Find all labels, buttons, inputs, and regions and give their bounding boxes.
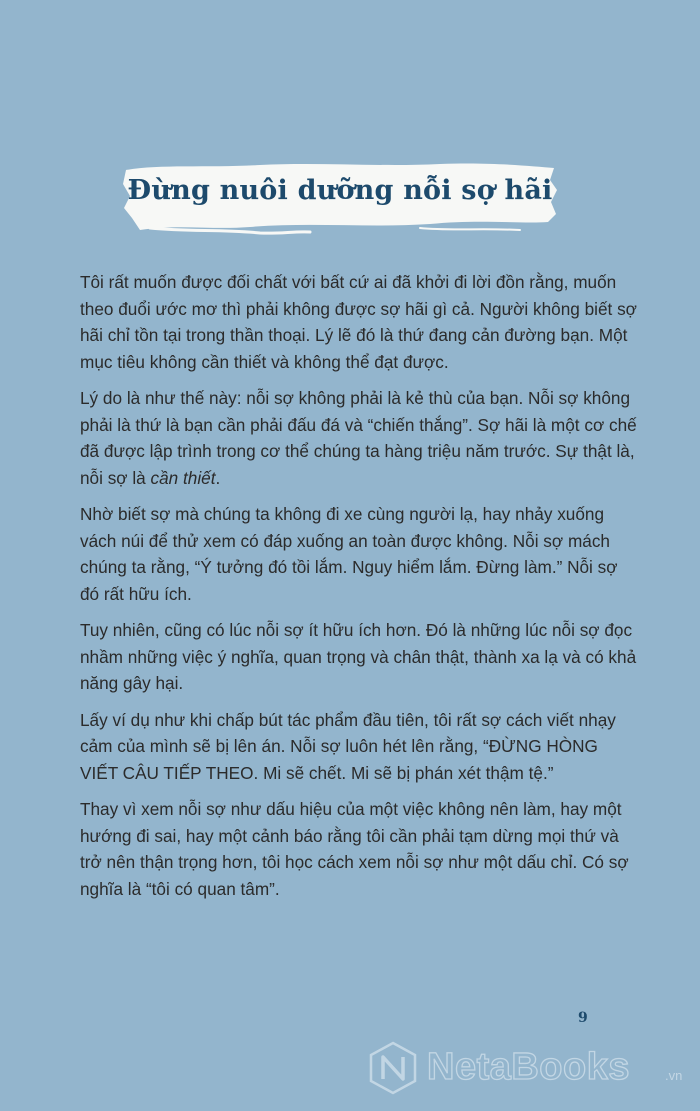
paragraph-4: Tuy nhiên, cũng có lúc nỗi sợ ít hữu ích hơn. Đó là những lúc nỗi sợ đọc nhầm những việc ý nghĩa, quan trọng và chân thật, thành xa lạ và có khả năng gây hại.: [80, 620, 637, 693]
paragraph-2-text: Lý do là như thế này: nỗi sợ không phải là kẻ thù của bạn. Nỗi sợ không phải là thứ là bạn cần phải đấu đá và “chiến thắng”. Sợ hãi là một cơ chế đã được lập trình trong cơ thể chúng ta hàng triệu năm trước. Sự thật là, nỗi sợ là: [80, 388, 637, 488]
watermark: [365, 1040, 695, 1100]
paragraph-2: [80, 385, 640, 491]
paragraph-5: Lấy ví dụ như khi chấp bút tác phẩm đầu tiên, tôi rất sợ cách viết nhạy cảm của mình sẽ bị lên án. Nỗi sợ luôn hét lên rằng, “ĐỪNG HÒNG VIẾT CÂU TIẾP THEO. Mi sẽ chết. Mi sẽ bị phán xét thậm tệ.”: [80, 709, 616, 783]
chapter-heading: Đừng nuôi dưỡng nỗi sợ hãi: [127, 175, 553, 206]
body-text: [80, 269, 640, 912]
hexagon-n-logo-icon: [365, 1040, 421, 1096]
title-banner: [120, 158, 560, 238]
paragraph-3: Nhờ biết sợ mà chúng ta không đi xe cùng người lạ, hay nhảy xuống vách núi để thử xem có đáp xuống an toàn được không. Nỗi sợ mách chúng ta rằng, “Ý tưởng đó tồi lắm. Nguy hiểm lắm. Đừng làm.” Nỗi sợ đó rất hữu ích.: [80, 504, 618, 604]
paragraph-2-emphasis: cần thiết: [150, 467, 216, 488]
paragraph-2-end: .: [215, 467, 221, 488]
paragraph-6: Thay vì xem nỗi sợ như dấu hiệu của một việc không nên làm, hay một hướng đi sai, hay một cảnh báo rằng tôi cần phải tạm dừng mọi thứ và trở nên thận trọng hơn, tôi học cách xem nỗi sợ như một dấu chỉ. Có sợ nghĩa là “tôi có quan tâm”.: [80, 799, 629, 899]
page-number: 9: [578, 1010, 588, 1026]
watermark-suffix: .vn: [665, 1068, 683, 1083]
watermark-brand: NetaBooks: [427, 1046, 630, 1088]
paragraph-1: Tôi rất muốn được đối chất với bất cứ ai đã khởi đi lời đồn rằng, muốn theo đuổi ước mơ thì phải không được sợ hãi gì cả. Người không biết sợ hãi chỉ tồn tại trong thần thoại. Lý lẽ đó là thứ đang cản đường bạn. Một mục tiêu không cần thiết và không thể đạt được.: [80, 272, 637, 372]
